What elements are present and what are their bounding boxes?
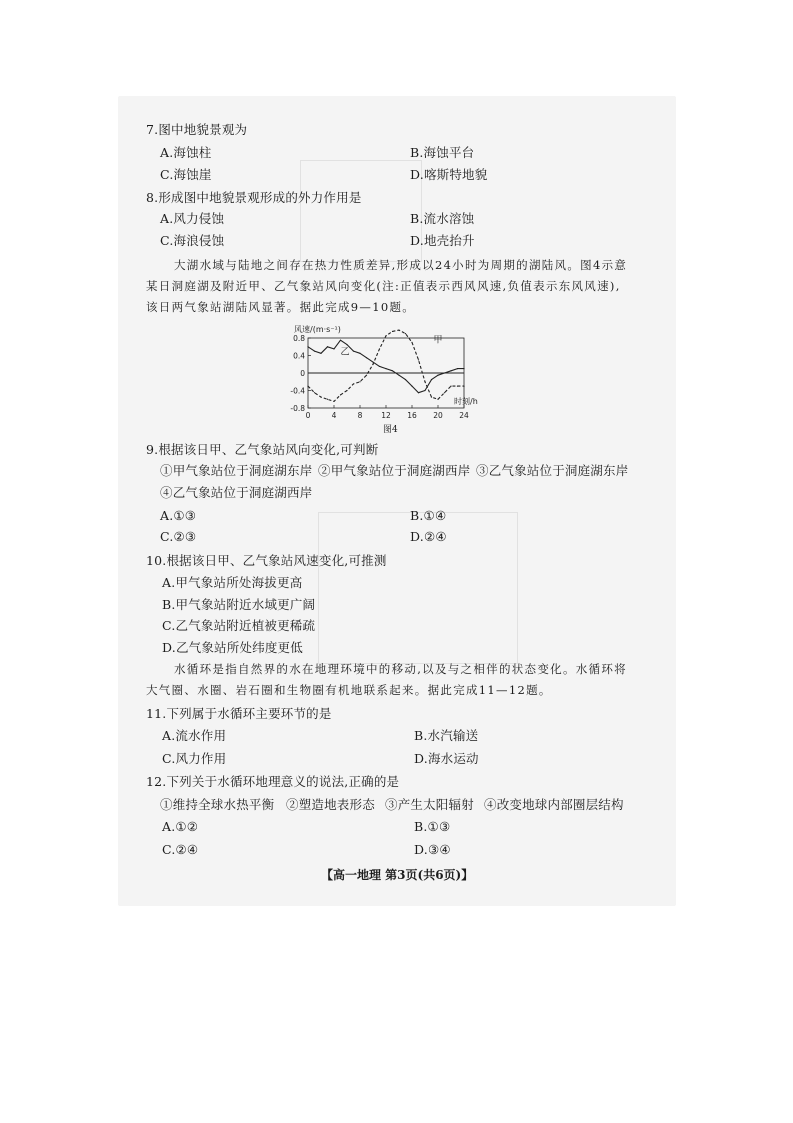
q9-statement-4: ④乙气象站位于洞庭湖西岸 <box>160 485 313 500</box>
q9-option-b: B.①④ <box>410 508 447 523</box>
data-point <box>431 379 432 380</box>
q12-option-d: D.③④ <box>414 842 451 857</box>
q11-option-a: A.流水作用 <box>162 728 227 743</box>
q11-option-c: C.风力作用 <box>162 751 227 766</box>
data-point <box>359 381 360 382</box>
data-point <box>372 364 373 365</box>
series-label-jia: 甲 <box>433 335 443 346</box>
q7-option-a: A.海蚀柱 <box>160 145 212 160</box>
q10-option-c: C.乙气象站附近植被更稀疏 <box>162 618 316 633</box>
x-tick-label: 24 <box>459 411 469 420</box>
data-point <box>320 396 321 397</box>
x-tick-label: 12 <box>381 411 391 420</box>
q12-option-b: B.①③ <box>414 819 451 834</box>
data-point <box>307 346 308 347</box>
q8-option-d: D.地壳抬升 <box>410 233 475 248</box>
q12-option-a: A.①② <box>162 819 199 834</box>
figure-caption: 图4 <box>383 425 398 435</box>
x-tick-label: 8 <box>357 411 363 420</box>
q12-option-c: C.②④ <box>162 842 199 857</box>
q8-option-a: A.风力侵蚀 <box>160 211 225 226</box>
data-point <box>327 346 328 347</box>
data-point <box>457 386 458 387</box>
data-point <box>457 368 458 369</box>
data-point <box>418 359 419 360</box>
q8-option-b: B.流水溶蚀 <box>410 211 475 226</box>
q9-option-a: A.①③ <box>160 508 197 523</box>
x-tick-label: 0 <box>305 411 311 420</box>
wind-speed-chart <box>284 320 496 432</box>
data-point <box>385 335 386 336</box>
y-tick-label: -0.4 <box>290 386 305 396</box>
q7-option-d: D.喀斯特地貌 <box>410 167 488 182</box>
data-point <box>333 348 334 349</box>
q9-option-c: C.②③ <box>160 529 197 544</box>
data-point <box>385 368 386 369</box>
data-point <box>392 331 393 332</box>
y-tick-label: 0 <box>300 369 305 378</box>
data-point <box>463 368 464 369</box>
data-point <box>340 340 341 341</box>
q12-stem: 12.下列关于水循环地理意义的说法,正确的是 <box>146 774 400 789</box>
q11-option-d: D.海水运动 <box>414 751 479 766</box>
y-tick-label: 0.4 <box>293 351 305 361</box>
q9-stem: 9.根据该日甲、乙气象站风向变化,可判断 <box>146 442 379 457</box>
data-point <box>411 386 412 387</box>
data-point <box>411 342 412 343</box>
q12-statement-1: ①维持全球水热平衡 <box>160 797 275 812</box>
q11-stem: 11.下列属于水循环主要环节的是 <box>146 706 332 721</box>
data-point <box>392 370 393 371</box>
q7-option-c: C.海蚀崖 <box>160 167 212 182</box>
data-point <box>405 333 406 334</box>
data-point <box>320 353 321 354</box>
passage-water-cycle: 水循环是指自然界的水在地理环境中的移动,以及与之相伴的状态变化。水循环将大气圈、水圈、岩石圈和生物圈有机地联系起来。据此完成11—12题。 <box>146 662 627 697</box>
x-tick-label: 20 <box>433 411 443 420</box>
data-point <box>437 399 438 400</box>
data-point <box>424 381 425 382</box>
data-point <box>444 392 445 393</box>
q12-statement-2: ②塑造地表形态 <box>286 797 375 812</box>
data-point <box>379 348 380 349</box>
q9-option-d: D.②④ <box>410 529 447 544</box>
data-point <box>333 401 334 402</box>
data-point <box>463 386 464 387</box>
q9-statement-2: ②甲气象站位于洞庭湖西岸 <box>318 463 471 478</box>
q7-stem: 7.图中地貌景观为 <box>146 122 248 137</box>
data-point <box>424 390 425 391</box>
data-point <box>418 392 419 393</box>
q12-statement-4: ④改变地球内部圈层结构 <box>484 797 624 812</box>
q10-option-d: D.乙气象站所处纬度更低 <box>162 640 303 655</box>
data-point <box>314 351 315 352</box>
data-point <box>327 399 328 400</box>
y-axis-label: 风速/(m·s⁻¹) <box>294 325 341 334</box>
data-point <box>366 357 367 358</box>
data-point <box>307 386 308 387</box>
data-point <box>366 375 367 376</box>
series-line-yi <box>308 340 464 393</box>
data-point <box>346 390 347 391</box>
q10-stem: 10.根据该日甲、乙气象站风速变化,可推测 <box>146 553 387 568</box>
q7-option-b: B.海蚀平台 <box>410 145 475 160</box>
data-point <box>372 361 373 362</box>
data-point <box>444 372 445 373</box>
bleed-through-photo <box>300 160 422 262</box>
data-point <box>340 394 341 395</box>
q9-statement-3: ③乙气象站位于洞庭湖东岸 <box>476 463 629 478</box>
data-point <box>379 366 380 367</box>
passage-lake-wind: 大湖水域与陆地之间存在热力性质差异,形成以24小时为周期的湖陆风。图4示意某日洞庭湖及附近甲、乙气象站风向变化(注:正值表示西风风速,负值表示东风风速),该日两气象站湖陆风显著。据此完成9—10题。 <box>146 258 628 314</box>
series-label-yi: 乙 <box>340 347 350 358</box>
q11-option-b: B.水汽输送 <box>414 728 479 743</box>
data-point <box>450 370 451 371</box>
data-point <box>353 383 354 384</box>
x-axis-label: 时刻/h <box>454 397 478 406</box>
data-point <box>398 375 399 376</box>
q10-option-b: B.甲气象站附近水域更广阔 <box>162 597 316 612</box>
y-tick-label: -0.8 <box>290 404 305 413</box>
x-tick-label: 16 <box>407 411 417 420</box>
q10-option-a: A.甲气象站所处海拔更高 <box>162 575 303 590</box>
data-point <box>346 344 347 345</box>
q12-statement-3: ③产生太阳辐射 <box>385 797 474 812</box>
y-tick-label: 0.8 <box>293 334 305 343</box>
data-point <box>398 330 399 331</box>
data-point <box>359 353 360 354</box>
x-tick-label: 4 <box>331 411 337 420</box>
data-point <box>437 375 438 376</box>
data-point <box>314 392 315 393</box>
q8-option-c: C.海浪侵蚀 <box>160 233 225 248</box>
data-point <box>405 379 406 380</box>
q9-statement-1: ①甲气象站位于洞庭湖东岸 <box>160 463 313 478</box>
data-point <box>353 351 354 352</box>
page-footer: 【高一地理 第3页(共6页)】 <box>321 868 474 882</box>
q8-stem: 8.形成图中地貌景观形成的外力作用是 <box>146 190 362 205</box>
data-point <box>431 396 432 397</box>
data-point <box>450 386 451 387</box>
